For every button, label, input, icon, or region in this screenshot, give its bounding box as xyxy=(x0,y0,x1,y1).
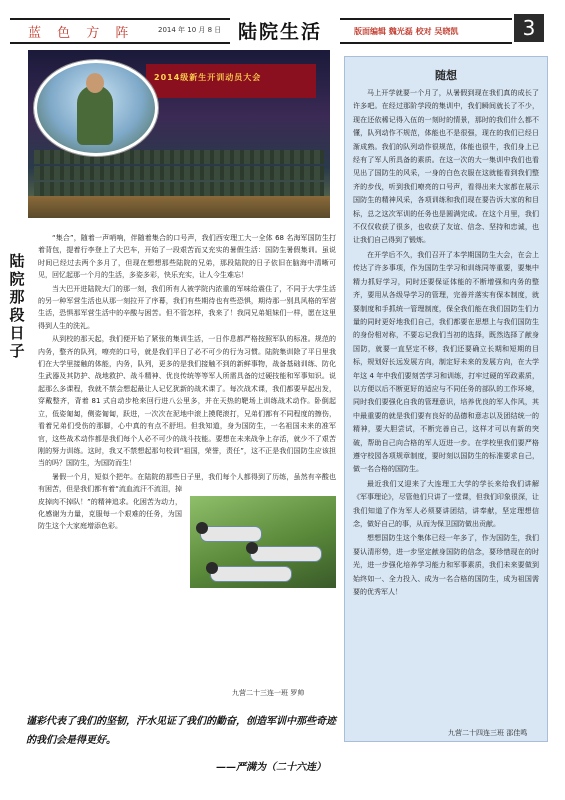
cadet-head xyxy=(206,562,218,574)
article-paragraph: “集合”，随着一声哨响，伴随着集合的口号声，我们西安理工大一全体 68 名海军国防生打着背包，提着行李登上了大巴车，开始了一段艰苦而又充实的暑假生活：国防生暑假集训。虽说时间已经过去两个多月了，但现在想想那些陆院的兄弟，那段陆院的日子依旧在脑海中清晰可见，回忆起那一个月的生活，多姿多彩，快乐充实，让人今生难忘！ xyxy=(38,234,336,280)
header-right-band xyxy=(340,18,512,44)
cadet-face xyxy=(86,73,104,93)
essay-body xyxy=(353,87,539,600)
essay-paragraph: 在开学后不久，我们召开了本学期国防生大会，在会上传达了许多事项，作为国防生学习和训练同等重要，要集中精力抓好学习，同时还要保证体能的不断增强和内务的整齐，要用从各级导学习的管理，完善并落实有保本制度，就要制度和手抓统一管理制度，保全我们能在我们国防生们力量的同时更好地我们自己，我们都要在思想上与我们国防生的身份相对称，不要忘记我们当初的选择，既然选择了献身国防，就要一直坚定不移，我们还要确立长期和短期的目标，规划好长远发展方向，制定好未来的发展方向，在大学年这 4 年中我们要刻苦学习和训练，打牢过硬的军政素质，以方便以后不断更好的适应与不同任务的部队的工作环境，同时我们要强化自我的管理意识，培养优良的军人作风，其中最重要的就是我们要有良好的品德和意志以及团结统一的精神，要大胆尝试，不断完善自己，这样才可以有新的突破，帮助自己向合格的军人迈进一步。在学校里我们要严格遵守校园各项规章制度，要时刻以国防生的标准要求自己，做一名合格的国防生。 xyxy=(353,250,539,474)
cadet-pushup xyxy=(250,546,322,562)
cadet-head xyxy=(196,522,208,534)
essay-paragraph: 马上开学就要一个月了，从暑假到现在我们真的成长了许多吧。在经过那阶学段的集训中，我们瞬间就长了不少，现在还依稀记得入伍的一刻时的情景，那时的我们什么都不懂，队列动作不规范，体能也不是很强，现在的我们已经日渐成熟。我们的队列动作很规范，体能也很牛，我们身上已经有了军人所具备的素质。在这一次的大一集训中我们也看见出了国防生的风采，一身的白色衣服在这就能看到我们整齐的步伐，听到我们嘹亮的口号声，看得出来大家都在展示国防生的精神风采，各项训练和我们现在要告诉大家的和目标，总之这次军训的任务也是圆满完成。在这个月里，我们不仅仅收获了很多，也收获了友谊、信念、坚持和忠诚，也让我们自己得到了锻炼。 xyxy=(353,89,539,245)
quote-block xyxy=(20,706,340,776)
quote-text: 谨彩代表了我们的坚韧，汗水见证了我们的勤奋，创造军训中那些奇迹的我们会是得更好。 xyxy=(26,716,336,746)
cadet-pushup xyxy=(200,526,262,542)
cadet-row xyxy=(34,166,324,180)
header-left-band xyxy=(10,18,230,44)
essay-byline: 九营二十四连三班 邵佳鸣 xyxy=(448,729,528,737)
article-vertical-heading: 陆院那段日子 xyxy=(9,252,25,360)
article-paragraph: 从到校的那天起，我们便开始了紧张的集训生活，一日作息都严格按照军队的标准。规范的内务，整齐的队列，嘹亮的口号，就是我们平日了必不可少的行为习惯。陆院集训除了平日里我们在大学里接触的体能，内务，队列，更多的是我们接触不到的新鲜事物，战备基础训练、防化生武器及其防护、战地救护、战斗精神、优良传统等等军人所需具备的过硬技能和军事知识。说起那么多课程，我就不禁会想起最让人记忆犹新的战术课了。每次战术课，我们都要早起出发，穿戴整齐，背着 81 式自动步枪来回行进八公里多，并在天热的靶场上训练战术动作。卧倒起立，低姿匍匐，侧姿匍匐，跃进，一次次在泥地中滚上摸爬滚打，兄弟们都有不同程度的擦伤，看着兄弟们受伤的那脚，心中真的有点不舒坦。但我知道，身为国防生，一名祖国未来的准军官，这些战术动作都是我们每个人必不可少的战斗技能。要想在未来战争上存活，就少不了艰苦刚的努力训练。这时，我又不禁想起那句校训“祖国，荣誉，责任”，这不正是我们国防生应该担当的吗？国防生，为国防而生！ xyxy=(38,335,336,468)
banner-text: 2014级新生开训动员大会 xyxy=(154,73,262,82)
cadet-row xyxy=(34,182,324,196)
stage-banner xyxy=(146,64,316,98)
cadet-pushup xyxy=(210,566,292,582)
article-byline: 九营二十三连一班 罗帅 xyxy=(232,689,305,697)
page-header xyxy=(0,0,565,42)
cadet-portrait-inset xyxy=(34,60,158,156)
page-number: 3 xyxy=(514,14,544,42)
issue-date: 2014 年 10 月 8 日 xyxy=(158,26,222,34)
article-paragraph: 暑假一个月，短似个把年。在陆院的那些日子里，我们每个人都得到了历练，虽然有辛酸也有困苦，但是我们都有着“流血流汗不流泪，掉皮掉肉不掉队！”的精神追求。化困苦为动力，化感谢为力量，克服每一个艰难的任务，为国防生这个大家庭增添色彩。 xyxy=(38,472,336,531)
essay-paragraph: 最近我们又迎来了大连理工大学的学长来给我们讲解《军事理论》，尽管他们只讲了一堂课，但我们印象很深，让我们知道了作为军人必须要讲团结，讲奉献，坚定理想信念，做好自己的事，从而为保卫国防做出贡献。 xyxy=(353,479,539,528)
newspaper-brand: 蓝 色 方 阵 xyxy=(28,26,135,41)
quote-signature: ——严满为（二十六连） xyxy=(216,762,326,773)
editor-credits: 版面编辑 魏光磊 校对 吴晓凯 xyxy=(354,27,459,36)
pushup-photo xyxy=(190,496,336,588)
article-paragraph: 当大巴开进陆院大门的那一刻，我们所有人被学院内浓重的军味给震住了，不同于大学生活的另一种军营生活也从那一刻拉开了序幕，我们有些期待也有些恐惧，期待那一别具风格的军营生活，恐惧那军营生活中的辛酸与困苦。但不管怎样，我来了！我同兄弟姐妹们一样，愿在这里得到人生的洗礼。 xyxy=(38,284,336,330)
essay-title: 随想 xyxy=(435,69,457,82)
section-title: 陆院生活 xyxy=(238,21,323,43)
essay-column xyxy=(344,56,548,742)
essay-paragraph: 想想国防生这个集体已经一年多了，作为国防生，我们要认清形势，进一步坚定献身国防的信念，要珍惜现在的时光，进一步强化培养学习能力和军事素质，我们未来要做到始终如一、全力投入、成为一名合格的国防生，成为祖国需要的优秀军人！ xyxy=(353,534,539,597)
cadet-head xyxy=(246,542,258,554)
stage-floor xyxy=(28,196,330,218)
cadet-figure xyxy=(77,85,113,145)
